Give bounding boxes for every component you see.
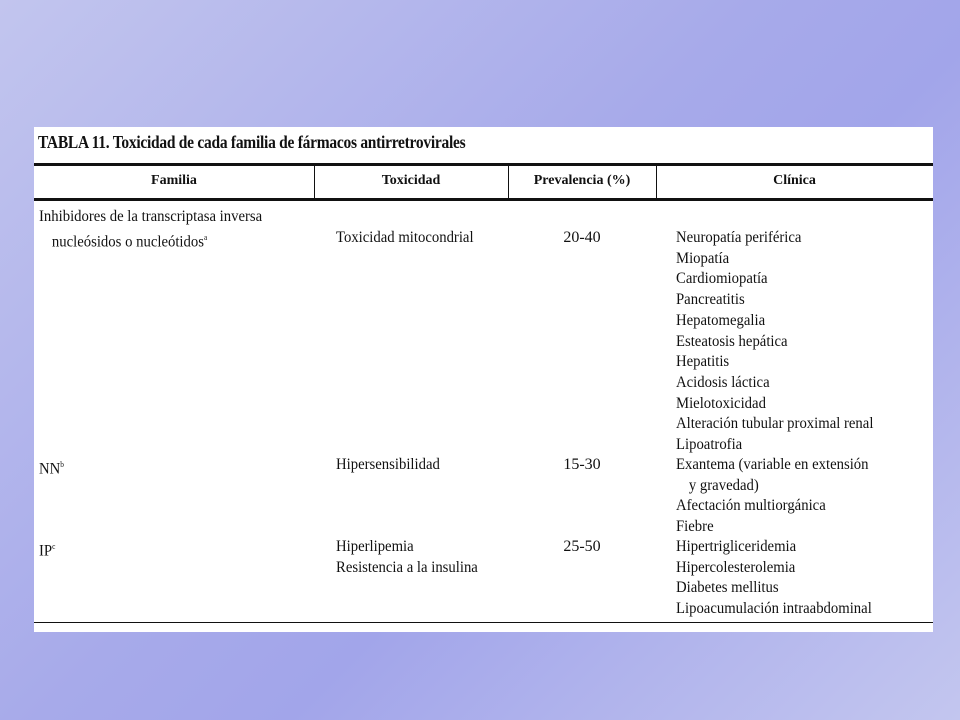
table-row-toxicidad: Hipersensibilidad — [336, 456, 440, 473]
table-row-familia: $IP^c$ — [39, 542, 56, 560]
header-toxicidad: Toxicidad — [381, 173, 441, 188]
table-row-prevalencia: 25-50 — [563, 538, 601, 555]
header-prevalencia: Prevalencia (%) — [533, 173, 631, 188]
table-row-prevalencia: 15-30 — [563, 456, 601, 473]
header-familia: Familia — [151, 173, 197, 188]
table-row-familia: Inhibidores de la transcriptasa inversa nucleósidos o nucleótidos$^a$ — [39, 208, 263, 251]
table-row-prevalencia: 20-40 — [563, 229, 601, 246]
table-title: TABLA 11. Toxicidad de cada familia de fármacos antirretrovirales — [38, 132, 466, 152]
table-row-familia: $NN^b$ — [39, 460, 64, 478]
table-row-clinica: Hipertrigliceridemia Hipercolesterolemia Diabetes mellitus Lipoacumulación intraabdominal — [676, 538, 872, 618]
table-row-toxicidad: Hiperlipemia Resistencia a la insulina — [336, 538, 478, 576]
table-figure — [34, 127, 933, 632]
table-row-clinica: Neuropatía periférica Miopatía Cardiomiopatía Pancreatitis Hepatomegalia Esteatosis hepática Hepatitis Acidosis láctica Mielotoxicidad Alteración tubular proximal renal Lipoatrofia — [676, 229, 874, 454]
top-rule — [34, 163, 933, 166]
header-clinica: Clínica — [773, 173, 816, 188]
table-row-toxicidad: Toxicidad mitocondrial — [336, 229, 474, 246]
table-row-clinica: Exantema (variable en extensión y gravedad) Afectación multiorgánica Fiebre — [676, 456, 869, 536]
bottom-rule — [34, 622, 933, 623]
header-rule — [34, 198, 933, 201]
